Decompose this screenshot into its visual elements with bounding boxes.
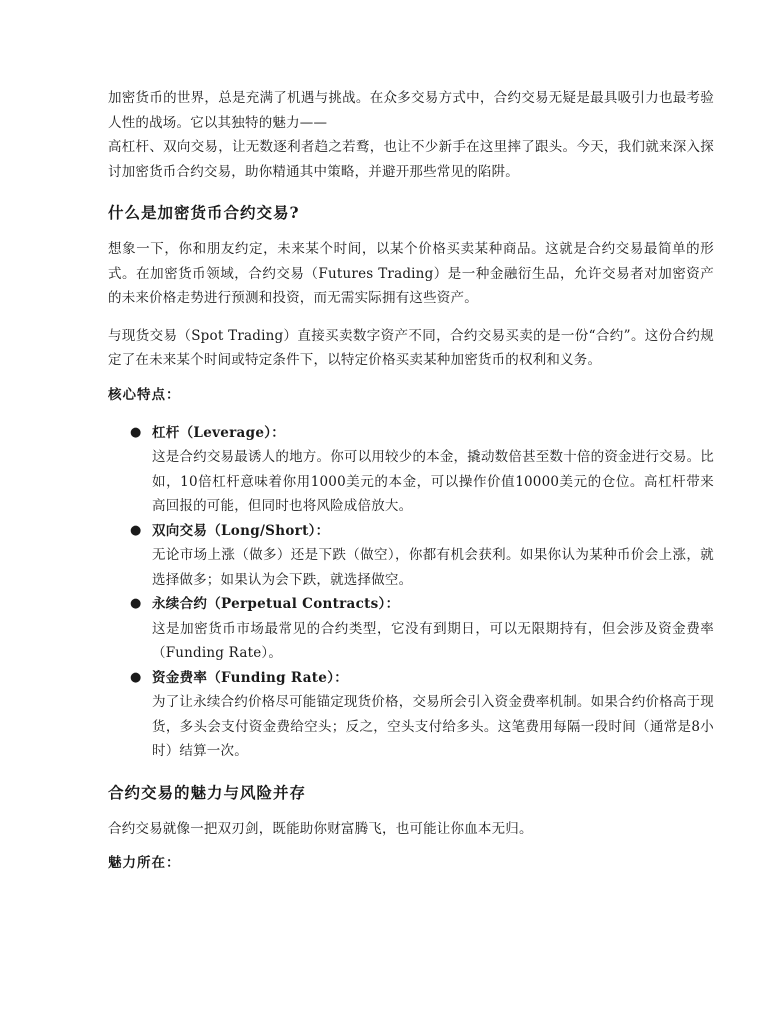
feature-text: 这是加密货币市场最常见的合约类型，它没有到期日，可以无限期持有，但会涉及资金费率（Funding Rate）。 <box>152 620 714 661</box>
section-heading-what-is: 什么是加密货币合约交易? <box>108 203 300 222</box>
feature-text: 无论市场上涨（做多）还是下跌（做空），你都有机会获利。如果你认为某种币价会上涨，就选择做多；如果认为会下跌，就选择做空。 <box>152 547 714 588</box>
charm-subheading: 魅力所在： <box>108 855 181 871</box>
core-features-list <box>108 421 714 764</box>
feature-title: 永续合约（Perpetual Contracts）： <box>152 596 400 612</box>
feature-title: 双向交易（Long/Short）： <box>152 522 330 539</box>
bullet-icon: ● <box>130 669 142 685</box>
feature-title: 资金费率（Funding Rate）： <box>152 669 349 686</box>
feature-text: 为了让永续合约价格尽可能锚定现货价格，交易所会引入资金费率机制。如果合约价格高于现货，多头会支付资金费给空头；反之，空头支付给多头。这笔费用每隔一段时间（通常是8小时）结算一次。 <box>152 694 714 759</box>
core-features-heading: 核心特点： <box>108 386 181 403</box>
section-heading-charm-risk: 合约交易的魅力与风险并存 <box>108 782 307 802</box>
intro-paragraph-1: 加密货币的世界，总是充满了机遇与挑战。在众多交易方式中，合约交易无疑是最具吸引力也最考验人性的战场。它以其独特的魅力—— <box>108 90 714 131</box>
section1-paragraph-2: 与现货交易（Spot Trading）直接买卖数字资产不同，合约交易买卖的是一份“合约”。这份合约规定了在未来某个时间或特定条件下，以特定价格买卖某种加密货币的权利和义务。 <box>108 327 714 368</box>
section2-paragraph-1: 合约交易就像一把双刃剑，既能助你财富腾飞，也可能让你血本无归。 <box>108 820 533 837</box>
list-item <box>108 519 714 593</box>
list-item <box>108 592 714 666</box>
section1-paragraph-1: 想象一下，你和朋友约定，未来某个时间，以某个价格买卖某种商品。这就是合约交易最简单的形式。在加密货币领域，合约交易（Futures Trading）是一种金融衍生品，允许交易者对加密资产的未来价格走势进行预测和投资，而无需实际拥有这些资产。 <box>108 241 714 306</box>
feature-title: 杠杆（Leverage）： <box>152 424 286 441</box>
bullet-icon: ● <box>130 522 142 538</box>
list-item <box>108 666 714 764</box>
feature-text: 这是合约交易最诱人的地方。你可以用较少的本金，撬动数倍甚至数十倍的资金进行交易。比如，10倍杠杆意味着你用1000美元的本金，可以操作价值10000美元的仓位。高杠杆带来高回报的可能，但同时也将风险成倍放大。 <box>152 449 714 514</box>
bullet-icon: ● <box>130 424 142 440</box>
document-page <box>108 86 714 889</box>
intro-paragraph-2: 高杠杆、双向交易，让无数逐利者趋之若鹜，也让不少新手在这里摔了跟头。今天，我们就来深入探讨加密货币合约交易，助你精通其中策略，并避开那些常见的陷阱。 <box>108 139 714 180</box>
list-item <box>108 421 714 519</box>
bullet-icon: ● <box>130 596 142 611</box>
